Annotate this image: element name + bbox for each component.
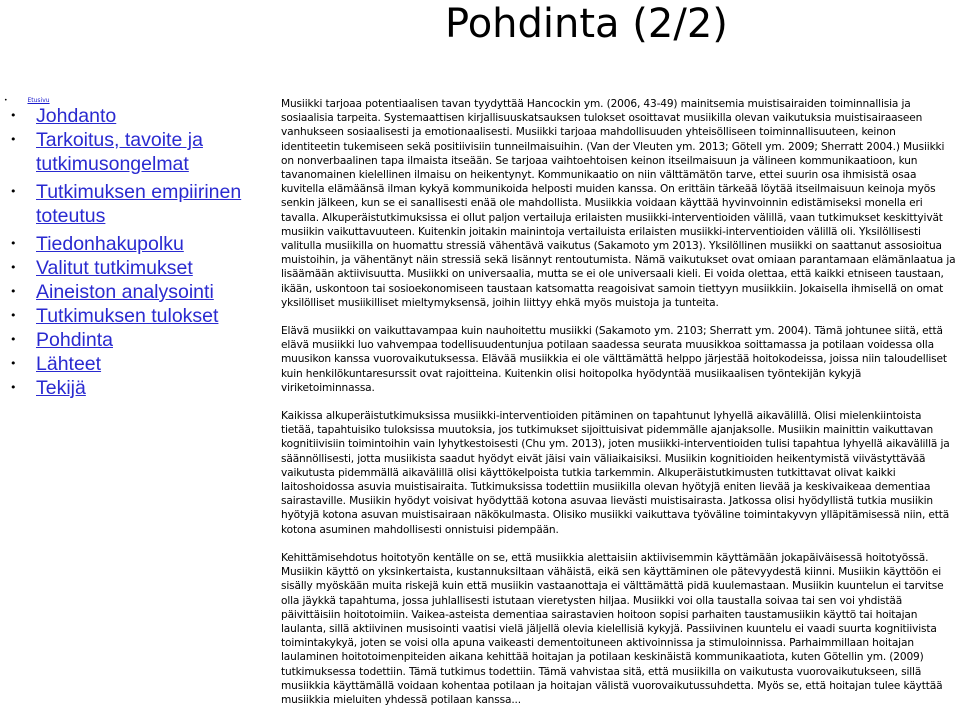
nav-link-pohdinta[interactable]: Pohdinta: [36, 329, 113, 351]
nav-link-johdanto[interactable]: Johdanto: [36, 105, 117, 127]
sidebar-nav: [6, 104, 251, 400]
nav-item-aineiston-analysointi: [6, 280, 251, 304]
bullet-icon: •: [10, 309, 17, 322]
paragraph-alkuperaistutkimukset: Kaikissa alkuperäistutkimuksissa musiikki-interventioiden pitäminen on tapahtunut lyhyellä aikavälillä. Olisi mielenkiintoista tietää, tapahtuisiko tuloksissa muutoksia, jos tutkimukset sijoittuisivat pidemmälle ajanjaksolle. Musiikin mainittin vaikuttavan kognitiivisiin toimintoihin vain lyhytkestoisesti (Chu ym. 2013), joten musiikki-interventioiden tulisi tapahtua lyhyellä aikavälillä ja säännöllisesti, jotta musiikista saadut hyödyt eivät jäisi vain väliaikaisiksi. Musiikin kognitioiden heikentymistä viivästyttävää vaikutusta pidemmällä aikavälillä olisi käyttökelpoista tutkia tarkemmin. Alkuperäistutkimusten tutkittavat olivat kaikki laitoshoidossa asuvia muistisairaita. Tutkimuksissa todettiin musiikilla olevan hyötyjä eniten lievää ja keskivaikeaa dementiaa sairastaville. Musiikin hyödyt voisivat hyödyttää kotona asuvaa lievästi muistisairasta. Jatkossa olisi hyödyllistä tutkia musiikin hyötyjä kotona asuvan muistisairaan näkökulmasta. Olisiko musiikki vaikuttava työväline toimintakyvyn ylläpitämisessä niin, että kotona asuminen mahdollisesti onnistuisi pidempään.: [281, 410, 950, 536]
nav-item-pohdinta: [6, 328, 251, 352]
bullet-icon: •: [10, 381, 17, 394]
nav-link-tiedonhakupolku[interactable]: Tiedonhakupolku: [36, 233, 184, 255]
page-title: Pohdinta (2/2): [445, 1, 728, 47]
bullet-icon: •: [10, 285, 17, 298]
nav-item-tekija: [6, 376, 251, 400]
nav-link-tekija[interactable]: Tekijä: [36, 377, 86, 399]
nav-link-tutkimuksen-tulokset[interactable]: Tutkimuksen tulokset: [36, 305, 219, 327]
nav-item-lahteet: [6, 352, 251, 376]
bullet-icon: •: [10, 133, 17, 146]
bullet-icon: •: [10, 185, 17, 198]
bullet-icon: •: [10, 109, 17, 122]
nav-item-tutkimuksen-tulokset: [6, 304, 251, 328]
nav-link-empiirinen-toteutus[interactable]: Tutkimuksen empiirinen toteutus: [36, 181, 242, 227]
nav-link-tarkoitus[interactable]: Tarkoitus, tavoite ja tutkimusongelmat: [36, 129, 203, 175]
nav-link-valitut-tutkimukset[interactable]: Valitut tutkimukset: [36, 257, 193, 279]
nav-item-johdanto: [6, 104, 251, 128]
nav-link-lahteet[interactable]: Lähteet: [36, 353, 102, 375]
paragraph-kehittamisehdotus: Kehittämisehdotus hoitotyön kentälle on se, että musiikkia alettaisiin aktiivisemmin käyttämään jokapäiväisessä hoitotyössä. Musiikin käyttö on yksinkertaista, kustannuksiltaan vähäistä, eikä sen käyttäminen ole pätevyydestä kiinni. Musiikin käyttöön ei sisälly myöskään muita riskejä kuin että musiikin vastaanottaja ei välttämättä pidä kuulemastaan. Musiikin kuuntelun ei tarvitse olla jäykkä tapahtuma, jossa juhlallisesti istutaan vieretysten hiljaa. Musiikki voi olla taustalla soivaa tai sen voi yhdistää päivittäisiin hoitotoimiin. Vaikea-asteista dementiaa sairastavien hoitoon sopisi parhaiten taustamusiikin käyttö tai hoitajan laulanta, sillä aktiivinen musisointi vaatisi vielä jäljellä olevia kielellisiä kykyjä. Passiivinen kuuntelu ei vaadi suurta kognitiivista toimintakykyä, joten se voisi olla apuna vaikeasti dementoituneen aktivoinnissa ja stimuloinnissa. Parhaimmillaan hoitajan laulaminen hoitotoimenpiteiden aikana kehittää hoitajan ja potilaan keskinäistä kommunikaatiota, kuten Götellin ym. (2009) tutkimuksessa todettiin. Tämä tutkimus todettiin. Tämä vahvistaa sitä, että musiikilla on vaikutusta vuorovaikutukseen, sillä musiikkia käyttämällä voidaan kohentaa potilaan ja hoitajan välistä vuorovaikutussuhdetta. Myös se, että hoitajan tulee käyttää musiikkia mieluiten yhdessä potilaan kanssa...: [281, 551, 944, 706]
paragraph-musiikki-tarjoaa: Musiikki tarjoaa potentiaalisen tavan tyydyttää Hancockin ym. (2006, 43-49) mainitsemia muistisairaiden toiminnallisia ja sosiaalisia tarpeita. Systemaattisen kirjallisuuskatsauksen tulokset osoittavat musiikilla olevan vaikutuksia muistisairaaseen vanhukseen sosiaalisesti ja emotionaalisesti. Musiikki tarjoaa mahdollisuuden yhteisölliseen toiminnallisuuteen, keinon identiteetin tukemiseen sekä positiivisiin tunneilmaisuihin. (Van der Vleuten ym. 2013; Götell ym. 2009; Sherratt 2004.) Musiikki on nonverbaalinen tapa ilmaista itseään. Se tarjoaa vaihtoehtoisen keinon itseilmaisuun ja välineen kommunikaatioon, kun tavanomainen kielellinen ilmaisu on heikentynyt. Kommunikaatio on niin välttämätön tarve, ettei suurin osa ihmisistä osaa kuvitella elämäänsä ilman kykyä kommunikoida helposti muiden kanssa. On erittäin tärkeää löytää itseilmaisuun keinoja myös senkin jälkeen, kun se ei sanallisesti enää ole mahdollista. Musiikkia voidaan käyttää hyvinvoinnin edistämiseksi monella eri tavalla. Alkuperäistutkimuksissa ei ollut paljon vertailuja erilaisten musiikki-interventioiden välillä, vaan tutkimukset keskittyivät musiikin vaikuttavuuteen. Kuitenkin joitakin mainintoja vertailuista erilaisten musiikki-interventioiden välillä oli. Yksilöllisesti valitulla musiikilla on huomattu stressiä vähentävä vaikutus (Sakamoto ym 2013). Yksilöllinen musiikki on saattanut assosioitua muistoihin, ja vähentänyt näin stressiä sekä lisännyt rentoutumista. Nämä vaikutukset ovat omiaan parantamaan elämänlaatua ja lisäämään aktiivisuutta. Musiikki on universaalia, mutta se ei ole universaali kieli. Ei voida olettaa, että kaikki etniseen taustaan, ikään, uskontoon tai sosioekonomiseen taustaan katsomatta reagoisivat samoin tiettyyn musiikkiin. Jokaisella ihmisellä on omat yksilölliset musiikilliset mieltymyksensä, joihin liittyy ehkä myös muistoja ja tunteita.: [281, 98, 956, 309]
nav-item-valitut-tutkimukset: [6, 256, 251, 280]
bullet-icon: •: [10, 261, 17, 274]
bullet-icon: •: [10, 333, 17, 346]
nav-link-aineiston-analysointi[interactable]: Aineiston analysointi: [36, 281, 214, 303]
bullet-icon: •: [10, 357, 17, 370]
home-link[interactable]: Etusivu: [27, 97, 50, 104]
bullet-icon: •: [4, 97, 8, 104]
nav-item-empiirinen-toteutus: [6, 180, 251, 228]
nav-item-tarkoitus: [6, 128, 251, 176]
paragraph-elava-musiikki: Elävä musiikki on vaikuttavampaa kuin nauhoitettu musiikki (Sakamoto ym. 2103; Sherratt ym. 2004). Tämä johtunee siitä, että elävä musiikki luo vahvempaa todellisuudentunjua potilaan saadessa seurata muusikkoa soittamassa ja potilaan voidessa olla muusikon kanssa vuorovaikutuksessa. Elävää musiikkia ei ole välttämättä helppo järjestää hoitokodeissa, joissa niin taloudelliset kuin henkilökuntaresurssit ovat rajoitteina. Kuitenkin olisi hoitopolka hyödyntää musiikaalisen työntekijän kykyjä viriketoiminnassa.: [281, 325, 947, 394]
bullet-icon: •: [10, 237, 17, 250]
nav-item-tiedonhakupolku: [6, 232, 251, 256]
main-content: [281, 97, 957, 721]
